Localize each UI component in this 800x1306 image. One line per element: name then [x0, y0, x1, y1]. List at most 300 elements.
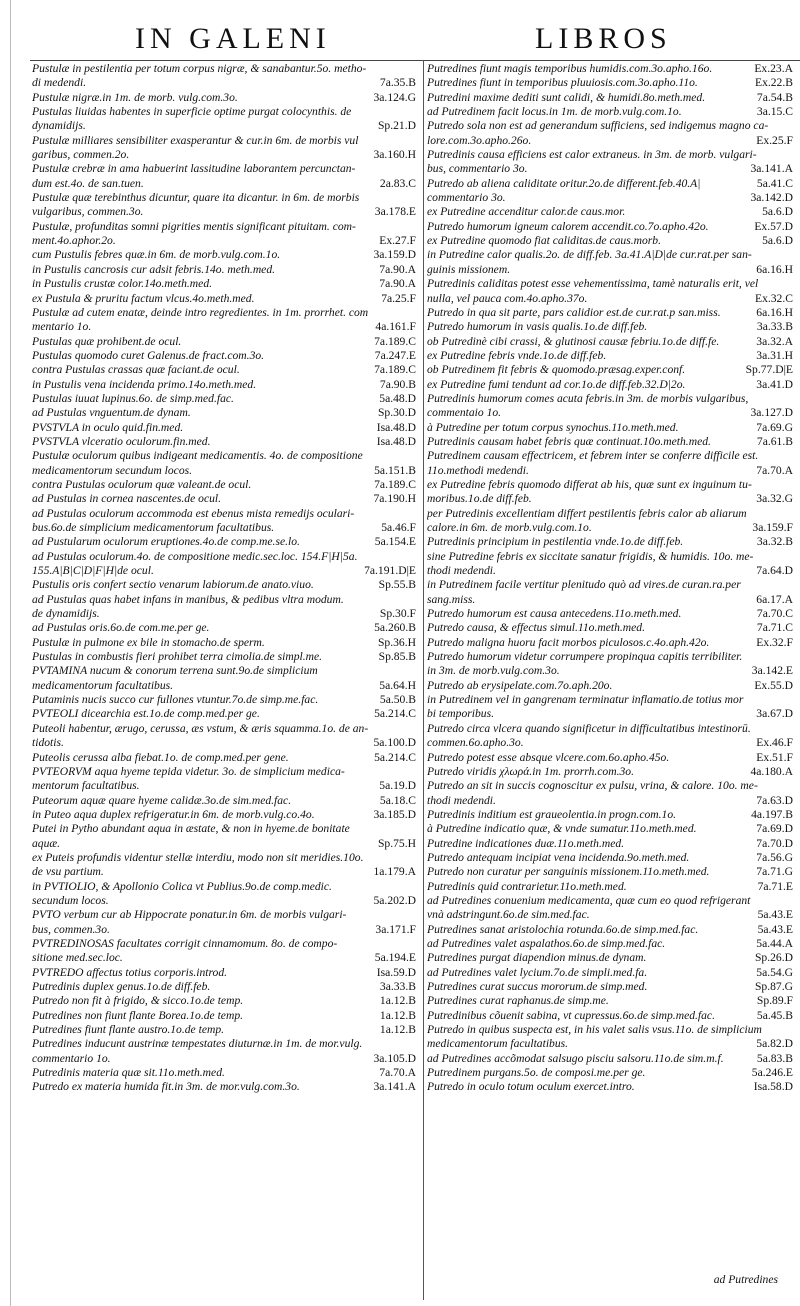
entry-text: Pustulæ ad cutem enatæ, deinde intro regredientes. in 1m. prorrhet. com	[32, 305, 369, 319]
entry-text: Putei in Pytho abundant aqua in æstate, & non in hyeme.de bonitate	[32, 822, 350, 836]
entry-text: Putredo in oculo totum oculum exercet.intro.	[427, 1080, 635, 1094]
entry-text: Pustulas in combustis fieri prohibet terra cimolia.de simpl.me.	[32, 650, 323, 664]
entry-text: Putredo humorum videtur corrumpere propinqua capitis terribiliter.	[427, 650, 743, 664]
entry-text: Putredo an sit in succis cognoscitur ex pulsu, vrina, & calore. 10o. me-	[427, 779, 758, 793]
entry-text: ob Putredinè cibi crassi, & glutinosi causæ febriu.1o.de diff.fe.	[427, 334, 720, 348]
index-entry	[32, 779, 416, 793]
index-entry	[427, 794, 793, 808]
entry-text: Putredinis materia quæ sit.11o.meth.med.	[32, 1066, 225, 1080]
entry-text: commen.6o.apho.3o.	[427, 736, 524, 750]
entry-reference: 3a.67.D	[753, 707, 793, 721]
index-entry	[32, 492, 416, 506]
entry-text: 11o.methodi medendi.	[427, 463, 529, 477]
index-entry	[32, 937, 416, 951]
entry-reference: 3a.160.H	[370, 148, 416, 162]
index-entry	[32, 794, 416, 808]
entry-reference: 7a.25.F	[378, 292, 416, 306]
header-rule	[30, 60, 800, 61]
index-entry	[32, 564, 416, 578]
index-entry	[427, 205, 793, 219]
index-entry	[32, 507, 416, 521]
index-entry	[427, 335, 793, 349]
entry-text: Putredinibus cõuenit sabina, vt cupressus.6o.de simp.med.fac.	[427, 1008, 715, 1022]
entry-text: Putredo in qua sit parte, pars calidior est.de cur.rat.p san.miss.	[427, 305, 721, 319]
entry-text: Putredo ex materia humida fit.in 3m. de mor.vulg.com.3o.	[32, 1080, 300, 1094]
index-entry	[427, 951, 793, 965]
index-entry	[427, 421, 793, 435]
entry-reference: Sp.55.B	[376, 578, 416, 592]
entry-reference: 5a.41.C	[754, 177, 793, 191]
index-entry	[32, 894, 416, 908]
entry-text: Putredinis quid contrarietur.11o.meth.med.	[427, 879, 627, 893]
entry-text: sine Putredine febris ex siccitate sanatur frigidis, & humidis. 10o. me-	[427, 549, 754, 563]
index-entry	[427, 851, 793, 865]
index-entry	[32, 62, 416, 76]
entry-text: Pustulæ in pulmone ex bile in stomacho.de sperm.	[32, 635, 265, 649]
index-entry	[32, 880, 416, 894]
entry-text: de vsu partium.	[32, 865, 104, 879]
index-entry	[427, 1009, 793, 1023]
entry-reference: 7a.56.G	[753, 851, 793, 865]
index-entry	[32, 349, 416, 363]
index-entry	[427, 162, 793, 176]
entry-text: guinis missionem.	[427, 262, 511, 276]
entry-reference: 5a.214.C	[371, 707, 416, 721]
entry-reference: 5a.54.G	[753, 966, 793, 980]
index-entry	[32, 521, 416, 535]
entry-reference: 3a.159.D	[370, 248, 416, 262]
entry-reference: 3a.178.E	[372, 205, 416, 219]
entry-reference: 3a.159.F	[749, 521, 793, 535]
entry-reference: 7a.70.D	[753, 837, 793, 851]
entry-text: ad Pustulas oculorum.4o. de compositione medic.sec.loc. 154.F|H|5a.	[32, 549, 358, 563]
entry-text: in Pustulis vena incidenda primo.14o.meth.med.	[32, 377, 257, 391]
entry-text: in Putredinem vel in gangrenam terminatur inflamatio.de totius mor	[427, 693, 744, 707]
entry-text: thodi medendi.	[427, 793, 496, 807]
index-entry	[32, 205, 416, 219]
entry-text: Putredines non fiunt flante Borea.1o.de temp.	[32, 1008, 244, 1022]
index-entry	[427, 664, 793, 678]
index-entry	[427, 507, 793, 521]
index-entry	[427, 406, 793, 420]
entry-reference: 4a.197.B	[748, 808, 793, 822]
entry-text: sitione med.sec.loc.	[32, 951, 123, 965]
entry-text: PVTEORVM aqua hyeme tepida videtur. 3o. de simplicium medica-	[32, 764, 345, 778]
entry-text: ex Putredine quomodo fiat caliditas.de caus.morb.	[427, 234, 661, 248]
index-entry	[427, 722, 793, 736]
entry-text: Putredinem purgans.5o. de composi.me.per ge.	[427, 1066, 646, 1080]
index-entry	[427, 650, 793, 664]
entry-text: Putredo non curatur per sanguinis missionem.11o.meth.med.	[427, 865, 710, 879]
entry-reference: 7a.69.G	[753, 421, 793, 435]
entry-text: de dynamidijs.	[32, 607, 100, 621]
index-entry	[32, 980, 416, 994]
index-entry	[427, 765, 793, 779]
entry-text: medicamentorum facultatibus.	[32, 678, 174, 692]
entry-reference: 7a.90.A	[376, 263, 416, 277]
entry-reference: 5a.19.D	[376, 779, 416, 793]
entry-reference: 7a.189.C	[371, 363, 416, 377]
index-entry	[427, 736, 793, 750]
entry-text: Putredo humorum igneum calorem accendit.co.7o.apho.42o.	[427, 219, 709, 233]
entry-text: Putredines fiunt magis temporibus humidis.com.3o.apho.16o.	[427, 62, 713, 75]
entry-reference: 5a.43.E	[755, 923, 793, 937]
entry-reference: Ex.57.D	[751, 220, 793, 234]
entry-text: Pustulas liuidas habentes in superficie optime purgat colocynthis. de	[32, 105, 352, 119]
index-entry	[427, 478, 793, 492]
index-entry	[32, 837, 416, 851]
index-entry	[427, 578, 793, 592]
index-entry	[32, 191, 416, 205]
index-entry	[427, 550, 793, 564]
entry-text: tidotis.	[32, 736, 64, 750]
entry-text: lore.com.3o.apho.26o.	[427, 133, 532, 147]
entry-text: ex Putredine fumi tendunt ad cor.1o.de diff.feb.32.D|2o.	[427, 377, 686, 391]
entry-text: Putredini maxime dediti sunt calidi, & humidi.8o.meth.med.	[427, 90, 706, 104]
entry-text: nulla, vel pauca com.4o.apho.37o.	[427, 291, 588, 305]
entry-text: ad Putredines valet aspalathos.6o.de simp.med.fac.	[427, 936, 666, 950]
entry-text: ad Putredinem facit locus.in 1m. de morb.vulg.com.1o.	[427, 105, 682, 119]
entry-text: Pustulis oris confert sectio venarum labiorum.de anato.viuo.	[32, 578, 314, 592]
index-entry	[32, 607, 416, 621]
index-entry	[427, 564, 793, 578]
entry-reference: 7a.70.A	[753, 464, 793, 478]
index-entry	[427, 76, 793, 90]
entry-text: Putredinis causa efficiens est calor extraneus. in 3m. de morb. vulgari-	[427, 148, 757, 162]
entry-reference: 5a.64.H	[376, 679, 416, 693]
entry-reference: 7a.90.B	[377, 378, 416, 392]
entry-text: ex Putredine febris vnde.1o.de diff.feb.	[427, 348, 607, 362]
catchword: ad Putredines	[713, 1273, 778, 1286]
index-entry	[32, 736, 416, 750]
entry-reference: 1a.12.B	[377, 994, 416, 1008]
index-entry	[427, 119, 793, 133]
entry-reference: 5a.45.B	[754, 1009, 793, 1023]
index-entry	[427, 191, 793, 205]
index-entry	[32, 105, 416, 119]
entry-text: 155.A|B|C|D|F|H|de ocul.	[32, 564, 154, 578]
entry-text: ad Pustularum oculorum eruptiones.4o.de comp.me.se.lo.	[32, 535, 300, 549]
index-entry	[427, 1066, 793, 1080]
entry-reference: 3a.32.G	[753, 492, 793, 506]
entry-reference: 5a.6.D	[759, 234, 793, 248]
entry-text: ad Pustulas vnguentum.de dynam.	[32, 406, 191, 420]
entry-text: Pustulæ in pestilentia per totum corpus nigræ, & sanabantur.5o. metho-	[32, 62, 367, 75]
index-entry	[32, 306, 416, 320]
entry-text: cum Pustulis febres quæ.in 6m. de morb.vulg.com.1o.	[32, 248, 281, 262]
entry-reference: 5a.6.D	[759, 205, 793, 219]
index-column-right	[427, 62, 793, 1095]
entry-text: in Pustulis crustæ color.14o.meth.med.	[32, 277, 213, 291]
entry-reference: 5a.82.D	[753, 1037, 793, 1051]
entry-reference: 3a.105.D	[370, 1052, 416, 1066]
entry-reference: 3a.142.D	[747, 191, 793, 205]
entry-text: ad Pustulas in cornea nascentes.de ocul.	[32, 492, 222, 506]
index-entry	[32, 248, 416, 262]
entry-text: PVSTVLA vlceratio oculorum.fin.med.	[32, 434, 211, 448]
entry-reference: 7a.70.A	[376, 1066, 416, 1080]
index-entry	[32, 808, 416, 822]
index-entry	[427, 349, 793, 363]
entry-reference: 7a.71.E	[755, 880, 793, 894]
index-entry	[32, 91, 416, 105]
index-entry	[32, 751, 416, 765]
index-entry	[427, 234, 793, 248]
index-entry	[427, 148, 793, 162]
entry-reference: Sp.26.D	[752, 951, 793, 965]
entry-text: PVTAMINA nucum & conorum terrena sunt.9o.de simplicium	[32, 664, 318, 678]
index-entry	[32, 277, 416, 291]
index-entry	[32, 679, 416, 693]
entry-text: Putredo ab aliena caliditate oritur.2o.de different.feb.40.A|	[427, 176, 701, 190]
entry-text: Putredinis causam habet febris quæ continuat.10o.meth.med.	[427, 434, 711, 448]
entry-reference: Sp.30.F	[377, 607, 416, 621]
index-entry	[32, 76, 416, 90]
entry-text: in 3m. de morb.vulg.com.3o.	[427, 664, 560, 678]
entry-text: dum est.4o. de san.tuen.	[32, 176, 144, 190]
index-entry	[32, 693, 416, 707]
entry-text: aquæ.	[32, 836, 61, 850]
entry-reference: 7a.189.C	[371, 478, 416, 492]
entry-text: in Pustulis cancrosis cur adsit febris.14o. meth.med.	[32, 262, 276, 276]
index-entry	[427, 535, 793, 549]
entry-text: commentaio 1o.	[427, 406, 502, 420]
entry-reference: 7a.64.D	[753, 564, 793, 578]
index-entry	[32, 478, 416, 492]
entry-reference: 3a.124.G	[370, 91, 416, 105]
column-divider	[423, 60, 424, 1300]
entry-reference: 5a.44.A	[753, 937, 793, 951]
index-entry	[427, 277, 793, 291]
index-entry	[32, 650, 416, 664]
index-entry	[427, 464, 793, 478]
entry-text: Putredines inducunt austrinæ tempestates diuturnæ.in 1m. de mor.vulg.	[32, 1037, 363, 1051]
index-entry	[32, 966, 416, 980]
entry-text: Putredo in quibus suspecta est, in his valet salis vsus.11o. de simplicium	[427, 1023, 762, 1037]
entry-reference: 3a.32.A	[753, 335, 793, 349]
entry-text: vulgaribus, commen.3o.	[32, 205, 144, 219]
entry-text: ad Putredines valet lycium.7o.de simpli.med.fa.	[427, 965, 648, 979]
entry-text: dynamidijs.	[32, 119, 86, 133]
entry-reference: 3a.171.F	[372, 923, 416, 937]
index-entry	[32, 435, 416, 449]
index-entry	[427, 378, 793, 392]
index-entry	[427, 865, 793, 879]
index-entry	[427, 923, 793, 937]
entry-text: Putredines curat raphanus.de simp.me.	[427, 994, 609, 1008]
entry-text: ob Putredinem fit febris & quomodo.præsag.exper.conf.	[427, 363, 686, 377]
index-entry	[427, 105, 793, 119]
entry-text: Putredinis humorum comes acuta febris.in 3m. de morbis vulgaribus,	[427, 391, 749, 405]
entry-reference: 7a.189.C	[371, 335, 416, 349]
index-column-left	[32, 62, 416, 1095]
index-entry	[32, 1037, 416, 1051]
entry-reference: Ex.27.F	[376, 234, 416, 248]
index-entry	[427, 263, 793, 277]
entry-reference: Ex.55.D	[751, 679, 793, 693]
entry-text: in PVTIOLIO, & Apollonio Colica vt Publius.9o.de comp.medic.	[32, 879, 332, 893]
entry-text: Puteoli habentur, ærugo, cerussa, æs vstum, & æris squamma.1o. de an-	[32, 721, 369, 735]
entry-text: PVTEOLI dicearchia est.1o.de comp.med.per ge.	[32, 707, 260, 721]
index-entry	[427, 707, 793, 721]
index-entry	[32, 449, 416, 463]
entry-reference: 7a.71.G	[753, 865, 793, 879]
index-entry	[427, 837, 793, 851]
entry-reference: 6a.16.H	[753, 306, 793, 320]
entry-reference: 3a.33.B	[377, 980, 416, 994]
index-entry	[32, 550, 416, 564]
entry-text: Pustulas quomodo curet Galenus.de fract.com.3o.	[32, 348, 265, 362]
entry-text: ad Putredines conuenium medicamenta, quæ cum eo quod refrigerant	[427, 893, 751, 907]
index-entry	[427, 449, 793, 463]
running-header-right: LIBROS	[535, 22, 672, 55]
index-entry	[32, 406, 416, 420]
entry-reference: Ex.46.F	[753, 736, 793, 750]
index-entry	[32, 1023, 416, 1037]
entry-text: Pustulæ crebræ in ama habuerint lassitudine laborantem percunctan-	[32, 162, 356, 176]
index-entry	[32, 263, 416, 277]
entry-text: contra Pustulas oculorum quæ valeant.de ocul.	[32, 477, 252, 491]
entry-reference: Sp.77.D|E	[743, 363, 793, 377]
entry-reference: 7a.190.H	[370, 492, 416, 506]
entry-text: Putredo humorum est causa antecedens.11o.meth.med.	[427, 607, 682, 621]
index-entry	[427, 966, 793, 980]
entry-reference: 7a.35.B	[377, 76, 416, 90]
index-entry	[32, 636, 416, 650]
index-entry	[32, 119, 416, 133]
index-entry	[427, 62, 793, 76]
entry-text: PVTREDO affectus totius corporis.introd.	[32, 965, 228, 979]
index-entry	[427, 937, 793, 951]
entry-text: Pustulæ quæ terebinthus dicuntur, quare ita dicantur. in 6m. de morbis	[32, 191, 360, 205]
entry-text: secundum locos.	[32, 893, 109, 907]
entry-reference: Isa.48.D	[374, 421, 416, 435]
entry-reference: 3a.185.D	[370, 808, 416, 822]
entry-text: in Putredinem facile vertitur plenitudo quò ad vires.de curan.ra.per	[427, 578, 741, 592]
entry-text: Pustulæ milliares sensibiliter exasperantur & cur.in 6m. de morbis vul	[32, 133, 359, 147]
entry-text: ad Pustulas oculorum accommoda est ebenus mista remedijs oculari-	[32, 506, 355, 520]
index-entry	[32, 908, 416, 922]
entry-text: Putredo causa, & effectus simul.11o.meth.med.	[427, 621, 645, 635]
index-entry	[427, 607, 793, 621]
entry-reference: Sp.36.H	[375, 636, 416, 650]
entry-text: Putredo humorum in vasis qualis.1o.de diff.feb.	[427, 320, 648, 334]
entry-reference: 7a.247.E	[372, 349, 416, 363]
entry-text: PVTREDINOSAS facultates corrigit cinnamomum. 8o. de compo-	[32, 936, 338, 950]
entry-reference: 1a.12.B	[377, 1023, 416, 1037]
entry-reference: 3a.127.D	[747, 406, 793, 420]
index-entry	[32, 951, 416, 965]
index-entry	[32, 707, 416, 721]
index-entry	[427, 306, 793, 320]
index-entry	[32, 335, 416, 349]
index-entry	[32, 392, 416, 406]
entry-text: di medendi.	[32, 76, 87, 90]
entry-reference: Ex.25.F	[753, 134, 793, 148]
index-entry	[427, 177, 793, 191]
entry-reference: Isa.59.D	[374, 966, 416, 980]
index-entry	[32, 1080, 416, 1094]
entry-reference: 7a.69.D	[753, 822, 793, 836]
entry-reference: 7a.90.A	[376, 277, 416, 291]
index-entry	[427, 679, 793, 693]
entry-reference: 3a.142.E	[749, 664, 793, 678]
entry-reference: 6a.16.H	[753, 263, 793, 277]
entry-text: Putredo sola non est ad generandum sufficiens, sed indigemus magno ca-	[427, 119, 769, 133]
entry-text: Putredines fiunt flante austro.1o.de temp.	[32, 1023, 225, 1037]
index-entry	[32, 865, 416, 879]
entry-text: ex Puteis profundis videntur stellæ interdiu, modo non sit meridies.10o.	[32, 850, 364, 864]
entry-reference: 7a.191.D|E	[361, 564, 416, 578]
entry-text: ex Pustula & pruritu factum vlcus.4o.meth.med.	[32, 291, 255, 305]
index-entry	[427, 435, 793, 449]
entry-reference: 4a.161.F	[372, 320, 416, 334]
entry-text: Putredo antequam incipiat vena incidenda.9o.meth.med.	[427, 850, 690, 864]
entry-text: PVSTVLA in oculo quid.fin.med.	[32, 420, 184, 434]
entry-reference: 5a.260.B	[371, 621, 416, 635]
index-entry	[427, 1052, 793, 1066]
entry-text: ment.4o.aphor.2o.	[32, 234, 116, 248]
entry-text: calore.in 6m. de morb.vulg.com.1o.	[427, 521, 592, 534]
entry-text: mentario 1o.	[32, 320, 92, 334]
entry-text: moribus.1o.de diff.feb.	[427, 492, 532, 506]
entry-reference: Sp.21.D	[375, 119, 416, 133]
entry-reference: 3a.32.B	[754, 535, 793, 549]
index-entry	[32, 464, 416, 478]
entry-text: à Putredine indicatio quæ, & vnde sumatur.11o.meth.med.	[427, 822, 697, 836]
index-entry	[427, 636, 793, 650]
entry-reference: 7a.63.D	[753, 794, 793, 808]
entry-text: Putredo ab erysipelate.com.7o.aph.20o.	[427, 678, 613, 692]
index-entry	[32, 664, 416, 678]
index-entry	[32, 822, 416, 836]
index-entry	[427, 980, 793, 994]
entry-text: Putredo non fit à frigido, & sicco.1o.de temp.	[32, 994, 244, 1008]
entry-text: Putredines fiunt in temporibus pluuiosis.com.3o.apho.11o.	[427, 76, 698, 90]
entry-text: Putredo viridis χλωρά.in 1m. prorrh.com.3o.	[427, 764, 634, 778]
entry-text: PVTO verbum cur ab Hippocrate ponatur.in 6m. de morbis vulgari-	[32, 908, 347, 922]
index-entry	[427, 521, 793, 535]
entry-reference: 5a.18.C	[377, 794, 416, 808]
index-entry	[32, 1066, 416, 1080]
entry-text: garibus, commen.2o.	[32, 148, 130, 162]
entry-reference: 3a.41.D	[753, 378, 793, 392]
index-entry	[427, 91, 793, 105]
entry-reference: 1a.12.B	[377, 1009, 416, 1023]
entry-reference: Sp.75.H	[375, 837, 416, 851]
entry-reference: 3a.141.A	[747, 162, 793, 176]
entry-text: Pustulæ nigræ.in 1m. de morb. vulg.com.3o.	[32, 90, 238, 104]
entry-text: per Putredinis excellentiam differt pestilentis febris calor ab aliarum	[427, 506, 747, 520]
entry-text: in Puteo aqua duplex refrigeratur.in 6m. de morb.vulg.co.4o.	[32, 807, 315, 821]
entry-reference: 5a.50.B	[377, 693, 416, 707]
entry-reference: Ex.32.C	[752, 292, 793, 306]
running-header-left: IN GALENI	[135, 22, 331, 55]
index-entry	[32, 923, 416, 937]
entry-reference: Sp.85.B	[376, 650, 416, 664]
index-entry	[32, 234, 416, 248]
entry-reference: 5a.202.D	[370, 894, 416, 908]
index-entry	[427, 134, 793, 148]
entry-text: Putredines purgat diapendion minus.de dynam.	[427, 951, 647, 965]
entry-text: Putredine indicationes duæ.11o.meth.med.	[427, 836, 625, 850]
index-entry	[427, 320, 793, 334]
index-entry	[32, 220, 416, 234]
index-entry	[32, 378, 416, 392]
index-entry	[32, 994, 416, 1008]
entry-text: Putredines sanat aristolochia rotunda.6o.de simp.med.fac.	[427, 922, 699, 936]
index-entry	[427, 363, 793, 377]
